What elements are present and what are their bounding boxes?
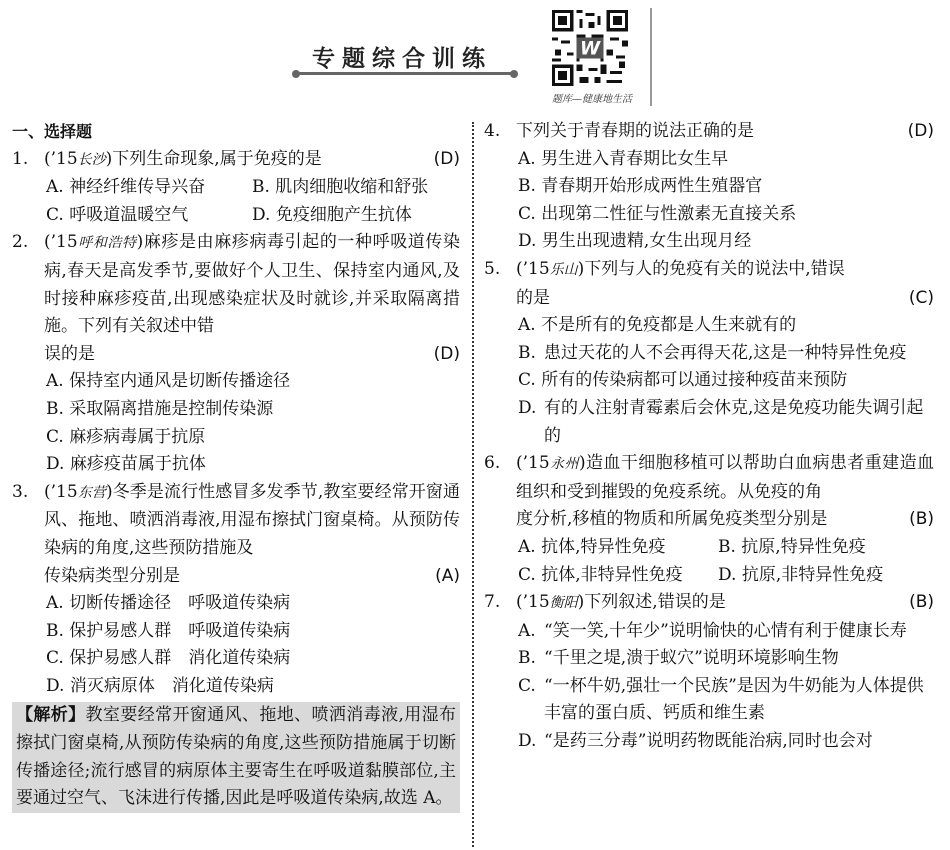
option-c: C. 出现第二性征与性激素无直接关系	[518, 203, 797, 224]
question-number: 1.	[12, 148, 29, 169]
analysis-text: 教室要经常开窗通风、拖地、喷洒消毒液,用湿布擦拭门窗桌椅,从预防传染病的角度,这些预防措施属于切断传播途径;流行感冒的病原体主要寄生在呼吸道黏膜部位,主要通过空气、飞沫进行传播,因此是呼吸道传染病,故选 A。	[16, 705, 457, 809]
option-b: B. 肌肉细胞收缩和舒张	[252, 177, 429, 198]
page-title: 专题综合训练	[312, 46, 492, 72]
answer-mark: (A)	[435, 565, 460, 586]
qr-code-icon[interactable]	[552, 10, 628, 86]
option-c: C. 保护易感人群 消化道传染病	[46, 648, 291, 669]
underline-left-dot	[292, 70, 300, 78]
option-b: B. 保护易感人群 呼吸道传染病	[46, 620, 291, 641]
option-d: D. 免疫细胞产生抗体	[252, 204, 412, 225]
underline-right-dot	[510, 70, 518, 78]
option-a: A. 神经纤维传导兴奋	[46, 177, 206, 198]
question-source: 东营	[77, 484, 106, 501]
question-source: 永州	[549, 456, 579, 473]
answer-mark: (D)	[433, 148, 460, 169]
left-column	[12, 118, 460, 813]
option-a: A. 不是所有的免疫都是人生来就有的	[518, 315, 797, 336]
question-6: 6. (’15永州)造血干细胞移植可以帮助白血病患者重建造血组织和受到摧毁的免疫系统。从免疫的角 度分析,移植的物质和所属免疫类型分别是 (B) A. 抗体,特异性免疫 B. 抗原,特异性免疫 C. 抗体,非特异性免疫 D. 抗原,非特异性免疫	[484, 450, 934, 589]
option-c: C. 呼吸道温暖空气	[46, 204, 189, 225]
right-column	[484, 118, 934, 756]
question-4: 4. 下列关于青春期的说法正确的是 (D) A. 男生进入青春期比女生早 B. 青春期开始形成两性生殖器官 C. 出现第二性征与性激素无直接关系 D. 男生出现遗精,女生出现月经	[484, 118, 934, 256]
question-number: 2.	[12, 232, 29, 253]
question-1: 1. (’15长沙)下列生命现象,属于免疫的是 (D) A. 神经纤维传导兴奋 B. 肌肉细胞收缩和舒张 C. 呼吸道温暖空气 D. 免疫细胞产生抗体	[12, 146, 460, 230]
analysis-tag: 【解析】	[16, 705, 86, 726]
answer-mark: (B)	[909, 592, 934, 613]
question-number: 6.	[484, 453, 501, 474]
option-d: D. 有的人注射青霉素后会休克,这是免疫功能失调引起的	[518, 397, 924, 446]
question-number: 3.	[12, 481, 29, 502]
option-b: B. “千里之堤,溃于蚁穴”说明环境影响生物	[518, 648, 839, 669]
question-source: 衡阳	[549, 595, 578, 612]
option-b: B. 青春期开始形成两性生殖器官	[518, 176, 763, 197]
option-c: C. 所有的传染病都可以通过接种疫苗来预防	[518, 370, 848, 391]
option-a: A. 男生进入青春期比女生早	[518, 148, 729, 169]
answer-mark: (D)	[907, 121, 934, 141]
option-a: A. 保持室内通风是切断传播途径	[46, 371, 291, 392]
question-2: 2. (’15呼和浩特)麻疹是由麻疹病毒引起的一种呼吸道传染病,春天是高发季节,要做好个人卫生、保持室内通风,及时接种麻疹疫苗,出现感染症状及时就诊,并采取隔离措施。下列有关叙述中错 误的是 (D) A. 保持室内通风是切断传播途径 B. 采取隔离措施是控制传染源 C. 麻疹病毒属于抗原 D. 麻疹疫苗属于抗体	[12, 229, 460, 478]
title-underline	[296, 72, 514, 75]
question-source: 长沙	[77, 151, 106, 168]
question-source: 乐山	[549, 261, 578, 278]
analysis-box	[12, 702, 460, 812]
answer-mark: (C)	[908, 287, 934, 308]
option-c: C. “一杯牛奶,强壮一个民族”是因为牛奶能为人体提供丰富的蛋白质、钙质和维生素	[518, 675, 924, 724]
option-d: D. 麻疹疫苗属于抗体	[46, 454, 206, 475]
header-vertical-rule	[650, 8, 652, 106]
question-5: 5. (’15乐山)下列与人的免疫有关的说法中,错误 的是 (C) A. 不是所有的免疫都是人生来就有的 B. 患过天花的人不会再得天花,这是一种特异性免疫 C. 所有的传染病都可以通过接种疫苗来预防 D. 有的人注射青霉素后会休克,这是免疫功能失调引起的	[484, 256, 934, 450]
option-d: D. 消灭病原体 消化道传染病	[46, 675, 274, 696]
option-a: A. 抗体,特异性免疫	[518, 536, 666, 557]
question-number: 4.	[484, 121, 501, 141]
option-d: D. 男生出现遗精,女生出现月经	[518, 231, 752, 252]
page-header	[0, 0, 950, 118]
option-d: D. “是药三分毒”说明药物既能治病,同时也会对	[518, 731, 873, 752]
qr-caption: 题库—健康地生活	[552, 94, 632, 105]
answer-mark: (D)	[433, 343, 460, 364]
question-7: 7. (’15衡阳)下列叙述,错误的是 (B) A. “笑一笑,十年少”说明愉快的心情有利于健康长寿 B. “千里之堤,溃于蚁穴”说明环境影响生物 C. “一杯牛奶,强壮一个民族”是因为牛奶能为人体提供丰富的蛋白质、钙质和维生素 D. “是药三分毒”说明药物既能治病,同时也会对	[484, 589, 934, 756]
option-b: B. 患过天花的人不会再得天花,这是一种特异性免疫	[518, 342, 907, 363]
section-title: 一、选择题	[12, 122, 93, 141]
option-b: B. 抗原,特异性免疫	[718, 536, 866, 557]
option-a: A. 切断传播途径 呼吸道传染病	[46, 593, 291, 614]
option-b: B. 采取隔离措施是控制传染源	[46, 398, 274, 419]
option-a: A. “笑一笑,十年少”说明愉快的心情有利于健康长寿	[518, 620, 907, 641]
question-number: 5.	[484, 258, 501, 279]
option-c: C. 麻疹病毒属于抗原	[46, 426, 206, 447]
question-number: 7.	[484, 592, 501, 613]
column-divider	[472, 122, 474, 847]
option-c: C. 抗体,非特异性免疫	[518, 564, 683, 585]
svg-text:W: W	[579, 38, 601, 60]
answer-mark: (B)	[909, 509, 934, 530]
option-d: D. 抗原,非特异性免疫	[718, 564, 884, 585]
question-3: 3. (’15东营)冬季是流行性感冒多发季节,教室要经常开窗通风、拖地、喷洒消毒液,用湿布擦拭门窗桌椅。从预防传染病的角度,这些预防措施及 传染病类型分别是 (A) A. 切断传播途径 呼吸道传染病 B. 保护易感人群 呼吸道传染病 C. 保护易感人群 消化道传染病 D. 消灭病原体 消化道传染病 【解析】教室要经常开窗通风、拖地、喷洒消毒液,用湿布擦拭门窗桌椅,从预防传染病的角度,这些预防措施属于切断传播途径;流行感冒的病原体主要寄生在呼吸道黏膜部位,主要通过空气、飞沫进行传播,因此是呼吸道传染病,故选 A。	[12, 479, 460, 813]
question-source: 呼和浩特	[77, 235, 137, 252]
